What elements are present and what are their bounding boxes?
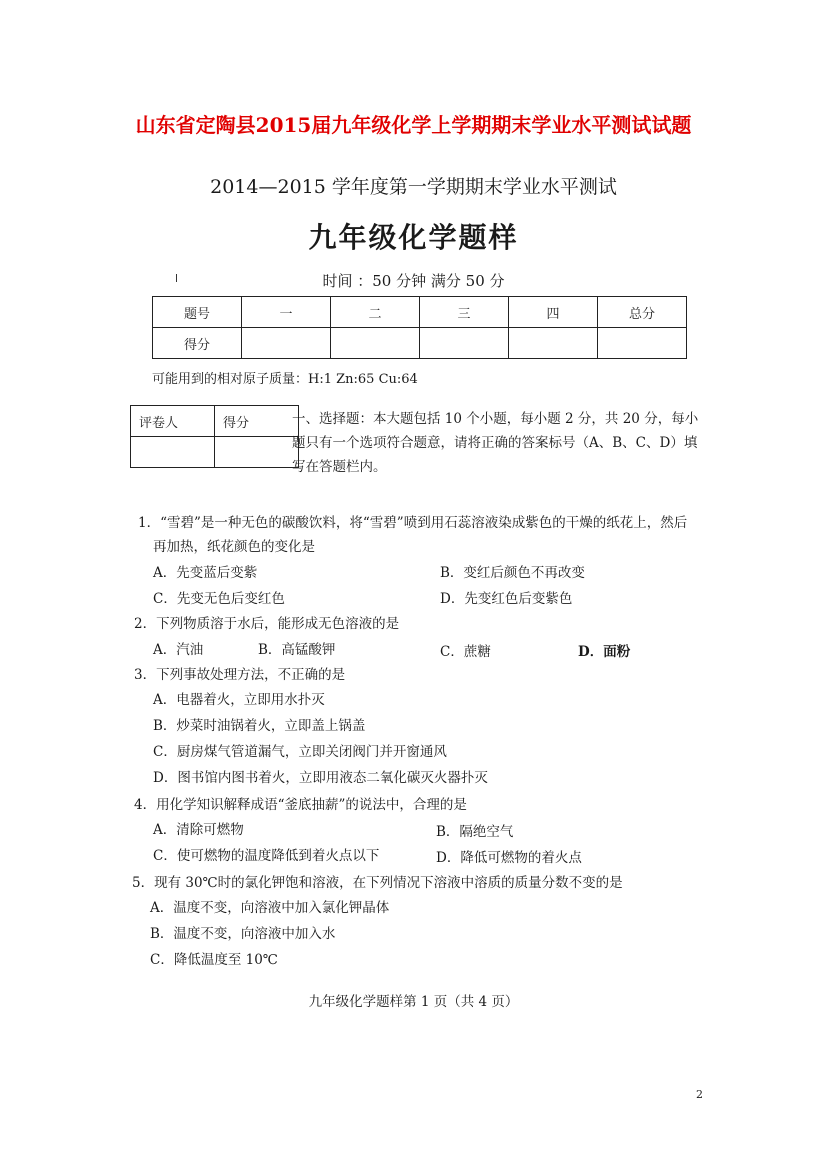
- score-cell: [331, 328, 420, 359]
- question-5-stem: 5．现有 30℃时的氯化钾饱和溶液，在下列情况下溶液中溶质的质量分数不变的是: [132, 875, 623, 891]
- question-3-option-c: C．厨房煤气管道漏气，立即关闭阀门并开窗通风: [153, 744, 447, 760]
- score-table-header-row: [153, 297, 687, 328]
- question-5-option-a: A．温度不变，向溶液中加入氯化钾晶体: [150, 900, 390, 916]
- score-cell: [598, 328, 687, 359]
- grader-cell: [215, 437, 299, 468]
- question-2-option-a: A．汽油: [153, 642, 204, 658]
- grader-cell: [131, 437, 215, 468]
- grader-table: [130, 405, 299, 468]
- question-4-option-b: B．隔绝空气: [436, 824, 514, 840]
- question-3-option-d: D．图书馆内图书着火，立即用液态二氧化碳灭火器扑灭: [153, 770, 488, 786]
- question-4-option-c: C．使可燃物的温度降低到着火点以下: [153, 848, 380, 864]
- score-header-cell: 题号: [153, 297, 242, 328]
- score-header-cell: 四: [509, 297, 598, 328]
- question-1-stem-cont: 再加热，纸花颜色的变化是: [153, 539, 315, 555]
- question-4-option-a: A．清除可燃物: [153, 822, 244, 838]
- section-instructions: 一、选择题：本大题包括 10 个小题，每小题 2 分，共 20 分，每小题只有一个选项符合题意，请将正确的答案标号（A、B、C、D）填写在答题栏内。: [292, 411, 699, 475]
- question-3-option-a: A．电器着火，立即用水扑灭: [153, 692, 325, 708]
- score-cell: [242, 328, 331, 359]
- exam-subtitle: 2014—2015 学年度第一学期期末学业水平测试: [210, 176, 617, 198]
- score-table: [152, 296, 687, 359]
- question-4-stem: 4．用化学知识解释成语“釜底抽薪”的说法中，合理的是: [134, 797, 467, 813]
- question-2-option-b: B．高锰酸钾: [258, 642, 336, 658]
- score-row-label: 得分: [153, 328, 242, 359]
- score-header-cell: 二: [331, 297, 420, 328]
- score-cell: [509, 328, 598, 359]
- page-number: 2: [696, 1088, 703, 1101]
- grader-score-label: 得分: [215, 406, 299, 437]
- question-5-option-b: B．温度不变，向溶液中加入水: [150, 926, 336, 942]
- question-3-option-b: B．炒菜时油锅着火，立即盖上锅盖: [153, 718, 366, 734]
- question-3-stem: 3．下列事故处理方法，不正确的是: [134, 667, 346, 683]
- question-1-option-c: C．先变无色后变红色: [153, 591, 285, 607]
- question-1-option-d: D．先变红色后变紫色: [440, 591, 573, 607]
- question-5-option-c: C．降低温度至 10℃: [150, 952, 278, 968]
- document-header-title: 山东省定陶县2015届九年级化学上学期期末学业水平测试试题: [135, 113, 692, 137]
- score-cell: [420, 328, 509, 359]
- score-header-cell: 一: [242, 297, 331, 328]
- page-footer: 九年级化学题样第 1 页（共 4 页）: [308, 994, 519, 1010]
- question-2-option-c: C．蔗糖: [440, 644, 491, 660]
- grader-label: 评卷人: [131, 406, 215, 437]
- question-4-option-d: D．降低可燃物的着火点: [436, 850, 582, 866]
- question-1-option-b: B．变红后颜色不再改变: [440, 565, 585, 581]
- score-table-score-row: [153, 328, 687, 359]
- time-and-score-line: 时间 ：50 分钟 满分 50 分: [322, 272, 505, 290]
- atomic-masses-note: 可能用到的相对原子质量：H:1 Zn:65 Cu:64: [152, 372, 418, 387]
- question-2-stem: 2．下列物质溶于水后，能形成无色溶液的是: [134, 616, 400, 632]
- question-2-option-d: D．面粉: [578, 644, 631, 660]
- question-1-option-a: A．先变蓝后变紫: [153, 565, 258, 581]
- exam-title: 九年级化学题样: [308, 221, 519, 254]
- score-header-cell: 总分: [598, 297, 687, 328]
- question-1-stem: 1．“雪碧”是一种无色的碳酸饮料，将“雪碧”喷到用石蕊溶液染成紫色的干燥的纸花上，然后: [138, 515, 688, 531]
- score-header-cell: 三: [420, 297, 509, 328]
